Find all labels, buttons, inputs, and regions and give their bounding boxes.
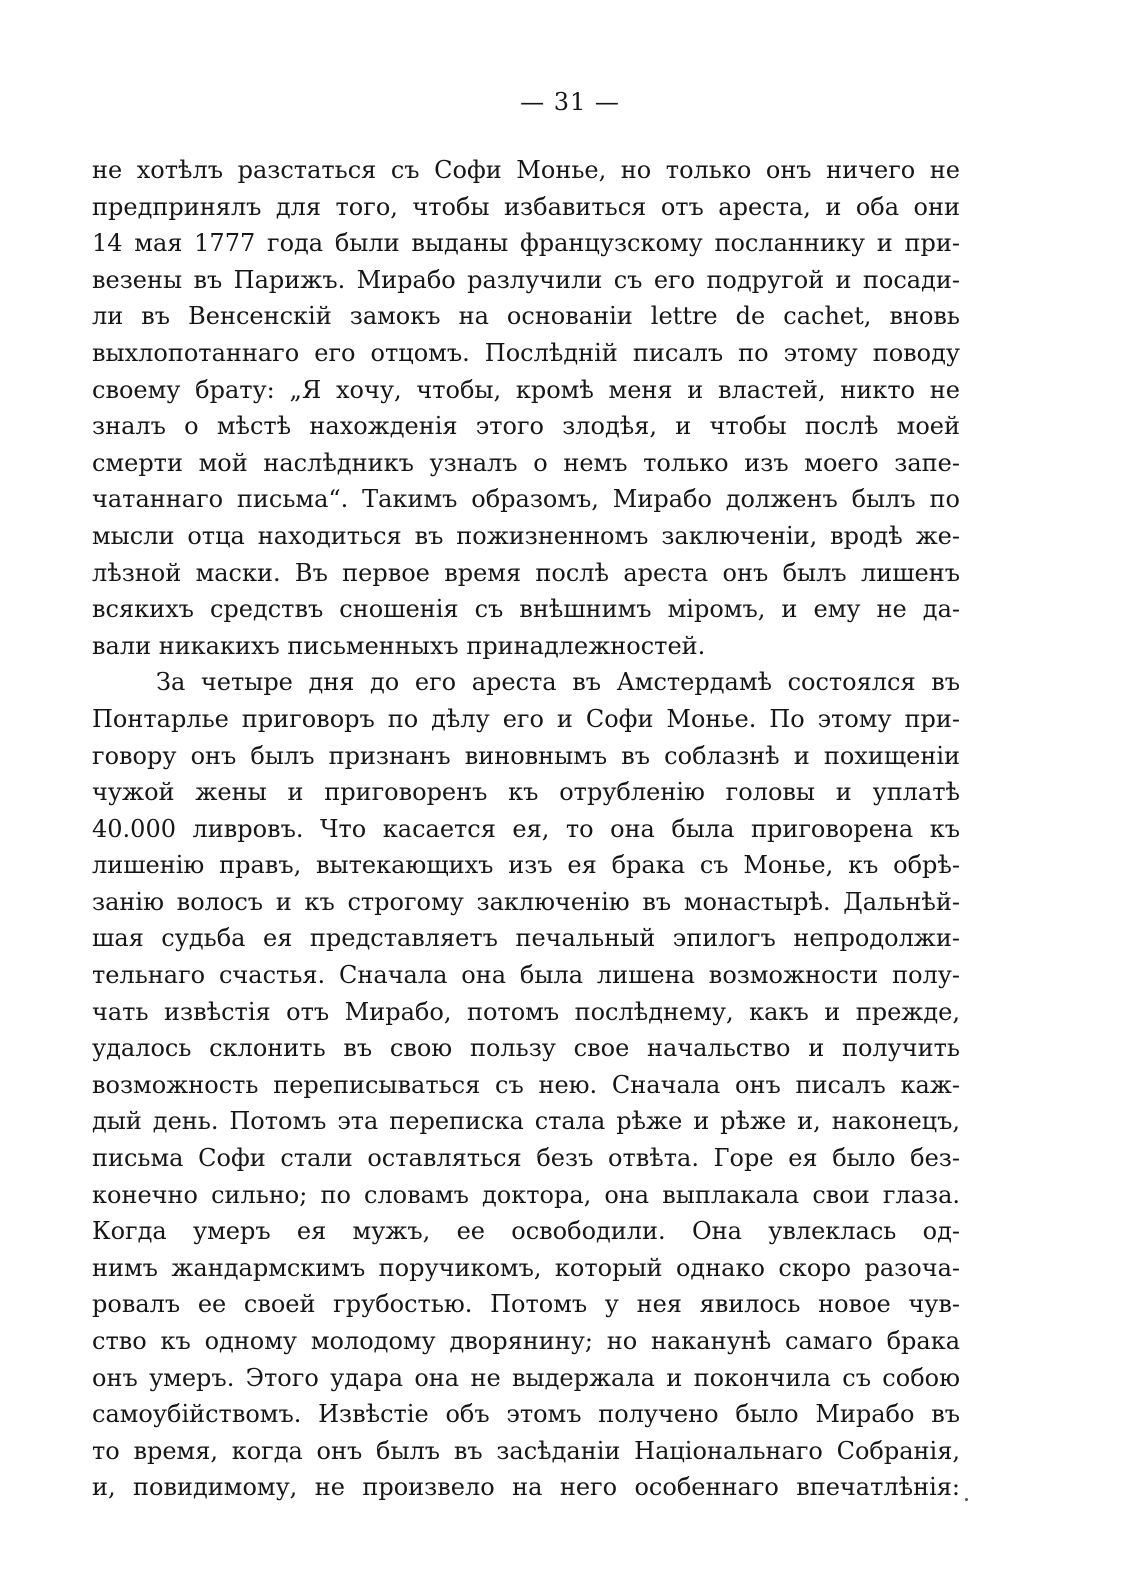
text-line: удалось склонить въ свою пользу свое начальство и получить <box>92 1034 960 1063</box>
print-speck <box>965 1498 968 1501</box>
text-line: не хотѣлъ разстаться съ Софи Монье, но только онъ ничего не <box>92 156 960 184</box>
text-line: мысли отца находиться въ пожизненномъ заключеніи, вродѣ же- <box>92 521 960 550</box>
text-line: говору онъ былъ признанъ виновнымъ въ соблазнѣ и похищеніи <box>92 741 960 770</box>
text-line: ство къ одному молодому дворянину; но наканунѣ самаго брака <box>92 1327 960 1355</box>
text-line: то время, когда онъ былъ въ засѣданіи Національнаго Собранія, <box>92 1436 960 1465</box>
page-number: — 31 — <box>520 88 620 116</box>
text-line: тельнаго счастья. Сначала она была лишена возможности полу- <box>92 961 960 990</box>
text-line: чужой жены и приговоренъ къ отрубленію головы и уплатѣ <box>92 778 960 807</box>
text-line: своему брату: „Я хочу, чтобы, кромѣ меня и властей, никто не <box>92 375 960 404</box>
text-line: шая судьба ея представляетъ печальный эпилогъ непродолжи- <box>92 924 960 953</box>
text-line: 40.000 ливровъ. Что касается ея, то она была приговорена къ <box>92 814 960 843</box>
text-line: дый день. Потомъ эта переписка стала рѣже и рѣже и, наконецъ, <box>92 1107 960 1136</box>
text-line: занію волосъ и къ строгому заключенію въ монастырѣ. Дальнѣй- <box>92 887 960 916</box>
text-line: чать извѣстія отъ Мирабо, потомъ послѣднему, какъ и прежде, <box>92 997 960 1026</box>
text-line: зналъ о мѣстѣ нахожденія этого злодѣя, и чтобы послѣ моей <box>92 412 960 441</box>
text-line: онъ умеръ. Этого удара она не выдержала и покончила съ собою <box>92 1363 960 1392</box>
text-line: всякихъ средствъ сношенія съ внѣшнимъ міромъ, и ему не да- <box>92 595 960 624</box>
text-line: и, повидимому, не произвело на него особеннаго впечатлѣнія: <box>92 1473 960 1502</box>
text-line: лѣзной маски. Въ первое время послѣ ареста онъ былъ лишенъ <box>92 558 960 587</box>
text-line: Понтарлье приговоръ по дѣлу его и Софи Монье. По этому при- <box>92 704 960 733</box>
text-line: самоубійствомъ. Извѣстіе объ этомъ получено было Мирабо въ <box>92 1400 960 1429</box>
text-line: нимъ жандармскимъ поручикомъ, который однако скоро разоча- <box>92 1253 960 1282</box>
paragraph-end-line: вали никакихъ письменныхъ принадлежностей. <box>92 631 706 660</box>
text-line: предпринялъ для того, чтобы избавиться отъ ареста, и оба они <box>92 192 960 221</box>
text-line: ровалъ ее своей грубостью. Потомъ у нея явилось новое чув- <box>92 1290 960 1319</box>
text-line: 14 мая 1777 года были выданы французскому посланнику и при- <box>92 229 960 258</box>
text-line: Когда умеръ ея мужъ, ее освободили. Она увлеклась од- <box>92 1217 960 1246</box>
text-line: конечно сильно; по словамъ доктора, она выплакала свои глаза. <box>92 1180 960 1209</box>
text-line: везены въ Парижъ. Мирабо разлучили съ его подругой и посади- <box>92 265 960 294</box>
text-line: смерти мой наслѣдникъ узналъ о немъ только изъ моего запе- <box>92 448 960 477</box>
text-line: письма Софи стали оставляться безъ отвѣта. Горе ея было без- <box>92 1144 960 1173</box>
text-line: возможность переписываться съ нею. Сначала онъ писалъ каж- <box>92 1070 960 1099</box>
text-line: ли въ Венсенскій замокъ на основаніи lettre de cachet, вновь <box>92 302 960 331</box>
text-line: выхлопотаннаго его отцомъ. Послѣдній писалъ по этому поводу <box>92 338 960 367</box>
text-line: лишенію правъ, вытекающихъ изъ ея брака съ Монье, къ обрѣ- <box>92 851 960 880</box>
paragraph-start-line: За четыре дня до его ареста въ Амстердамѣ состоялся въ <box>156 668 960 697</box>
page-body-text <box>92 152 960 1506</box>
text-line: чатаннаго письма“. Такимъ образомъ, Мирабо долженъ былъ по <box>92 485 960 514</box>
